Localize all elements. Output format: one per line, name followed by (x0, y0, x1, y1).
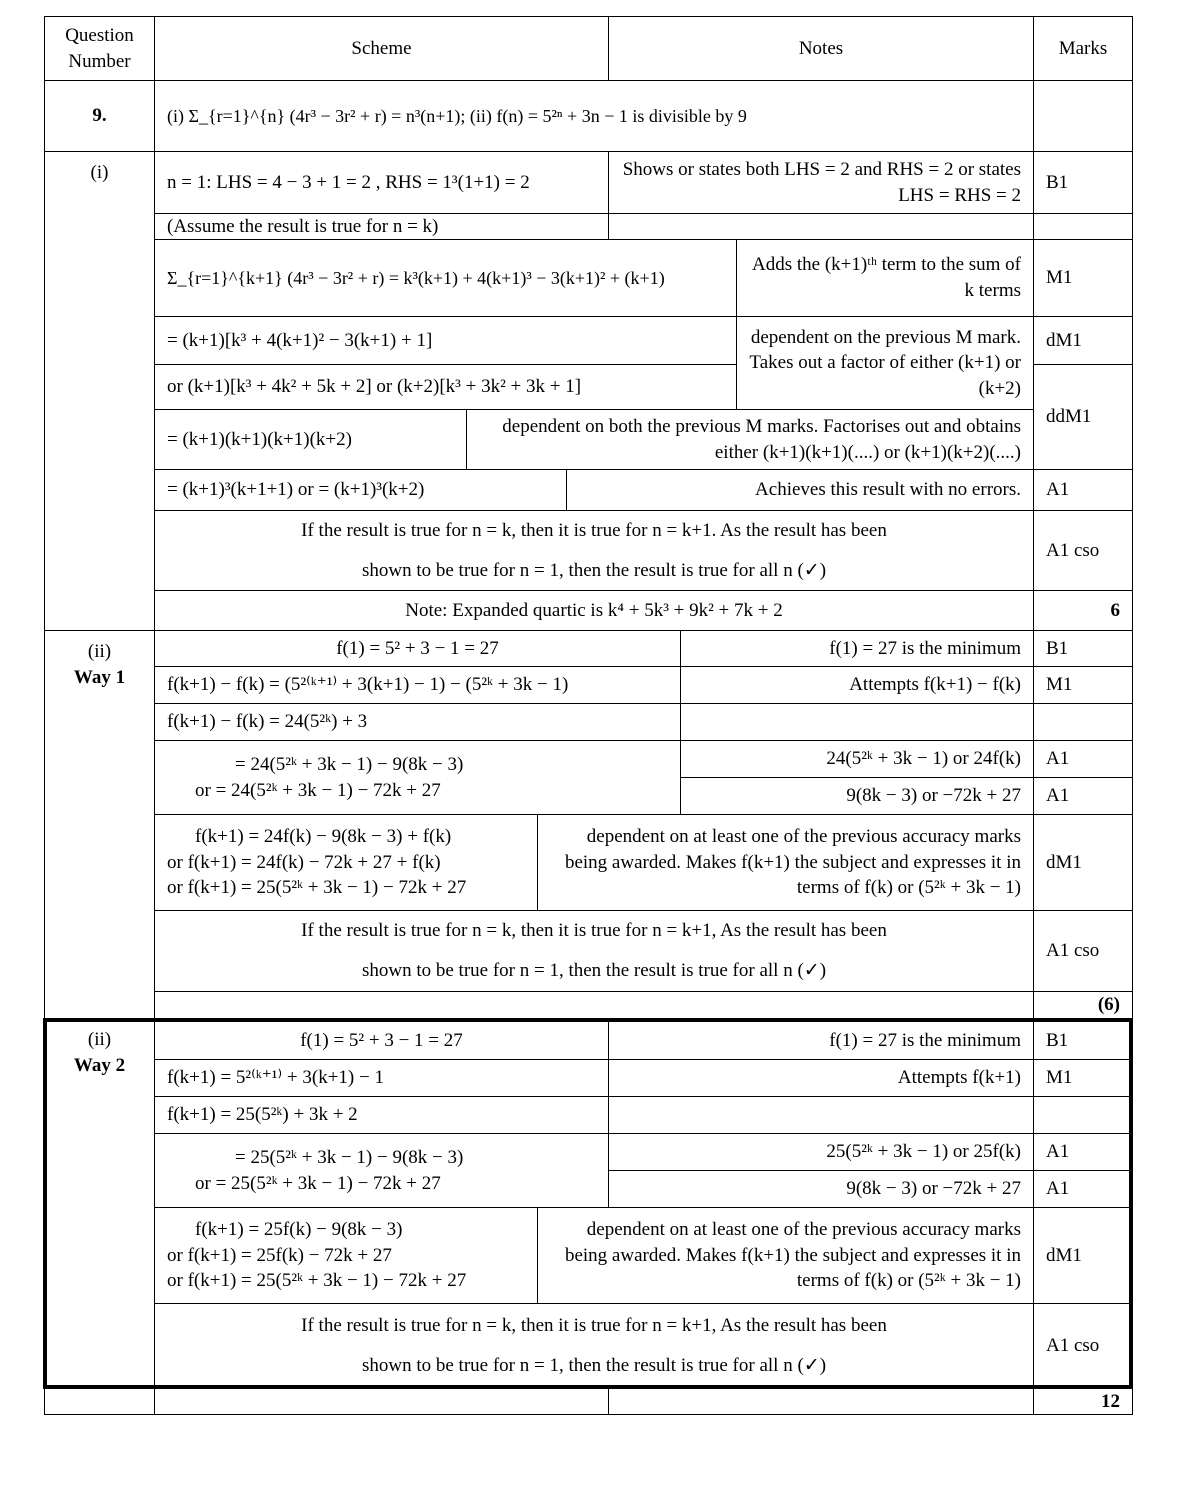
mark-cell: A1 cso (1033, 1303, 1133, 1389)
scheme-cell: f(k+1) = 25(5²ᵏ) + 3k + 2 (154, 1096, 609, 1134)
scheme-cell: f(1) = 5² + 3 − 1 = 27 (154, 1021, 609, 1060)
scheme-cell: or (k+1)[k³ + 4k² + 5k + 2] or (k+2)[k³ + 3k² + 3k + 1] (154, 364, 737, 410)
scheme-cell: n = 1: LHS = 4 − 3 + 1 = 2 , RHS = 1³(1+1) = 2 (154, 151, 609, 214)
scheme-line: or f(k+1) = 25f(k) − 72k + 27 (167, 1244, 392, 1266)
scheme-cell (154, 814, 538, 911)
mark-cell: M1 (1033, 239, 1133, 317)
mark-cell: dM1 (1033, 814, 1133, 911)
conclusion-cell: If the result is true for n = k, then it is true for n = k+1. As the result has been shown to be true for n = 1, then the result is true for all n (✓) (154, 510, 1034, 591)
mark-cell: B1 (1033, 630, 1133, 667)
notes-cell: Achieves this result with no errors. (566, 469, 1034, 511)
scheme-line: = 25(5²ᵏ + 3k − 1) − 9(8k − 3) (235, 1146, 464, 1168)
conclusion-cell: If the result is true for n = k, then it is true for n = k+1, As the result has been shown to be true for n = 1, then the result is true for all n (✓) (154, 1303, 1034, 1389)
scheme-line: or f(k+1) = 24f(k) − 72k + 27 + f(k) (167, 851, 441, 873)
mark-cell (1033, 1096, 1133, 1134)
way1-label-cell (44, 630, 155, 1019)
header-notes: Notes (608, 16, 1034, 81)
notes-cell (608, 1096, 1034, 1134)
notes-cell: f(1) = 27 is the minimum (608, 1021, 1034, 1060)
scheme-line: or = 25(5²ᵏ + 3k − 1) − 72k + 27 (195, 1172, 441, 1194)
scheme-cell: f(1) = 5² + 3 − 1 = 27 (154, 630, 681, 667)
scheme-line: or f(k+1) = 25(5²ᵏ + 3k − 1) − 72k + 27 (167, 877, 467, 899)
scheme-cell: f(k+1) − f(k) = 24(5²ᵏ) + 3 (154, 703, 681, 741)
mark-cell: dM1 (1033, 316, 1133, 365)
conclusion-cell: If the result is true for n = k, then it is true for n = k+1, As the result has been shown to be true for n = 1, then the result is true for all n (✓) (154, 910, 1034, 992)
scheme-cell: (Assume the result is true for n = k) (154, 213, 609, 240)
mark-cell: A1 cso (1033, 510, 1133, 591)
note-cell: Note: Expanded quartic is k⁴ + 5k³ + 9k² + 7k + 2 (154, 590, 1034, 631)
way-label: Way 1 (73, 666, 126, 688)
empty-cell (608, 1388, 1034, 1415)
notes-cell: Shows or states both LHS = 2 and RHS = 2 or states LHS = RHS = 2 (608, 151, 1034, 214)
scheme-cell: Σ_{r=1}^{k+1} (4r³ − 3r² + r) = k³(k+1) + 4(k+1)³ − 3(k+1)² + (k+1) (154, 239, 737, 317)
notes-cell: 25(5²ᵏ + 3k − 1) or 25f(k) (608, 1133, 1034, 1171)
mark-cell: ddM1 (1033, 364, 1133, 470)
mark-cell: A1 (1033, 777, 1133, 815)
scheme-line: f(k+1) = 24f(k) − 9(8k − 3) + f(k) (195, 826, 452, 848)
notes-cell: dependent on the previous M mark. Takes out a factor of either (k+1) or (k+2) (736, 316, 1034, 410)
notes-cell: Adds the (k+1)ᵗʰ term to the sum of k terms (736, 239, 1034, 317)
scheme-cell: f(k+1) = 5²⁽ᵏ⁺¹⁾ + 3(k+1) − 1 (154, 1059, 609, 1097)
mark-cell: A1 cso (1033, 910, 1133, 992)
mark-cell: A1 (1033, 469, 1133, 511)
part-label: (ii) (87, 1029, 112, 1050)
notes-cell: dependent on both the previous M marks. Factorises out and obtains either (k+1)(k+1)(....) or (k+1)(k+2)(....) (466, 409, 1034, 470)
notes-cell: 24(5²ᵏ + 3k − 1) or 24f(k) (680, 740, 1034, 778)
notes-cell: Attempts f(k+1) − f(k) (680, 666, 1034, 704)
total-cell: (6) (1033, 991, 1133, 1019)
question-number: 9. (44, 80, 155, 152)
scheme-cell (154, 740, 681, 815)
notes-cell: 9(8k − 3) or −72k + 27 (608, 1170, 1034, 1208)
scheme-line: = 24(5²ᵏ + 3k − 1) − 9(8k − 3) (235, 753, 464, 775)
mark-cell: B1 (1033, 151, 1133, 214)
part-i-label: (i) (44, 151, 155, 631)
scheme-line: or = 24(5²ᵏ + 3k − 1) − 72k + 27 (195, 779, 441, 801)
header-question-number: Question Number (44, 16, 155, 81)
scheme-cell: = (k+1)[k³ + 4(k+1)² − 3(k+1) + 1] (154, 316, 737, 365)
part-label: (ii) (87, 641, 112, 662)
total-cell: 6 (1033, 590, 1133, 631)
scheme-cell: f(k+1) − f(k) = (5²⁽ᵏ⁺¹⁾ + 3(k+1) − 1) − (5²ᵏ + 3k − 1) (154, 666, 681, 704)
notes-cell (680, 703, 1034, 741)
scheme-cell: = (k+1)(k+1)(k+1)(k+2) (154, 409, 467, 470)
mark-cell (1033, 703, 1133, 741)
notes-cell: dependent on at least one of the previous accuracy marks being awarded. Makes f(k+1) the subject and expresses it in terms of f(k) or (5²ᵏ + 3k − 1) (537, 1207, 1034, 1304)
notes-cell: f(1) = 27 is the minimum (680, 630, 1034, 667)
header-scheme: Scheme (154, 16, 609, 81)
mark-cell: B1 (1033, 1021, 1133, 1060)
notes-cell: dependent on at least one of the previous accuracy marks being awarded. Makes f(k+1) the subject and expresses it in terms of f(k) or (5²ᵏ + 3k − 1) (537, 814, 1034, 911)
question-statement: (i) Σ_{r=1}^{n} (4r³ − 3r² + r) = n³(n+1); (ii) f(n) = 5²ⁿ + 3n − 1 is divisible by 9 (154, 80, 1034, 152)
scheme-cell: = (k+1)³(k+1+1) or = (k+1)³(k+2) (154, 469, 567, 511)
mark-cell: A1 (1033, 740, 1133, 778)
way2-label-cell (44, 1018, 155, 1415)
grand-total-cell: 12 (1033, 1388, 1133, 1415)
empty-cell (154, 1388, 609, 1415)
notes-cell: 9(8k − 3) or −72k + 27 (680, 777, 1034, 815)
mark-cell (1033, 213, 1133, 240)
scheme-line: f(k+1) = 25f(k) − 9(8k − 3) (195, 1219, 403, 1241)
notes-cell: Attempts f(k+1) (608, 1059, 1034, 1097)
mark-cell: dM1 (1033, 1207, 1133, 1304)
mark-cell: A1 (1033, 1133, 1133, 1171)
mark-cell: A1 (1033, 1170, 1133, 1208)
notes-cell (608, 213, 1034, 240)
empty-cell (154, 991, 1034, 1019)
scheme-cell (154, 1207, 538, 1304)
mark-cell: M1 (1033, 666, 1133, 704)
scheme-cell (154, 1133, 609, 1208)
scheme-line: or f(k+1) = 25(5²ᵏ + 3k − 1) − 72k + 27 (167, 1270, 467, 1292)
way-label: Way 2 (73, 1054, 126, 1076)
header-marks: Marks (1033, 16, 1133, 81)
mark-cell: M1 (1033, 1059, 1133, 1097)
marks-cell (1033, 80, 1133, 152)
